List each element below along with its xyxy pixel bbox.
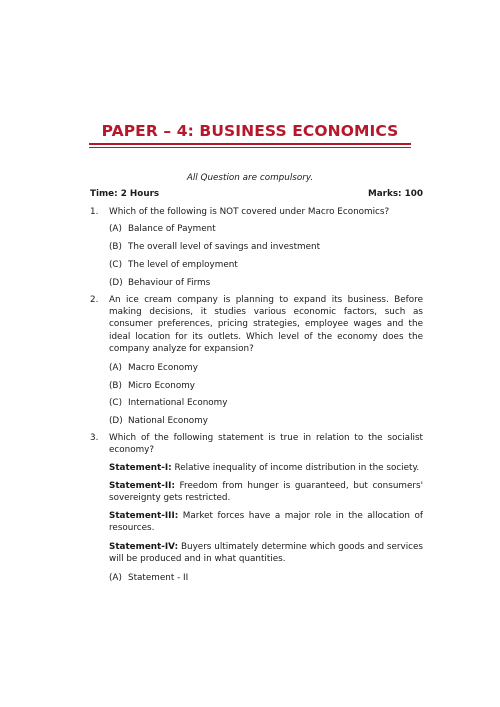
statement-text: Market forces have a major role in the allocation of resources. <box>109 511 423 534</box>
option-text: Balance of Payment <box>128 224 216 234</box>
question-number: 1. <box>90 207 99 217</box>
marks-label: Marks: 100 <box>367 189 423 199</box>
option-label: (B) <box>109 242 122 252</box>
question-text: An ice cream company is planning to expand its business. Before making decisions, it studies various economic factors, such as consumer preferences, pricing strategies, employee wages and the ideal location for its outlets. Which level of the economy does the company analyze for expansion? <box>109 295 423 354</box>
option-label: (A) <box>109 363 122 373</box>
question-text: Which of the following statement is true in relation to the socialist economy? <box>109 433 423 456</box>
option-label: (A) <box>109 224 122 234</box>
option-item <box>109 397 227 409</box>
question-number: 2. <box>90 295 99 305</box>
question-number: 3. <box>90 433 99 443</box>
option-label: (C) <box>109 398 123 408</box>
option-text: Behaviour of Firms <box>128 278 211 288</box>
time-label: Time: 2 Hours <box>90 189 160 199</box>
option-item <box>109 277 210 289</box>
option-text: The overall level of savings and investment <box>128 242 321 252</box>
option-text: Macro Economy <box>128 363 198 373</box>
statement-item <box>109 462 423 474</box>
question-text: Which of the following is NOT covered under Macro Economics? <box>109 207 390 217</box>
option-item <box>109 241 320 253</box>
option-label: (D) <box>109 416 123 426</box>
option-text: Statement - II <box>128 573 189 583</box>
option-item <box>109 223 216 235</box>
statement-item <box>109 510 423 534</box>
option-label: (A) <box>109 573 122 583</box>
statement-text: Buyers ultimately determine which goods and services will be produced and in what quantities. <box>109 542 423 565</box>
instruction-text: All Question are compulsory. <box>186 173 314 183</box>
title-rule-thin <box>89 147 411 148</box>
option-item <box>109 259 238 271</box>
option-label: (C) <box>109 260 123 270</box>
option-item <box>109 380 195 392</box>
option-item <box>109 572 188 584</box>
statement-label: Statement-II: <box>109 481 175 491</box>
option-text: National Economy <box>128 416 208 426</box>
statement-label: Statement-III: <box>109 511 179 521</box>
option-label: (B) <box>109 381 122 391</box>
statement-item <box>109 541 423 565</box>
statement-item <box>109 480 423 504</box>
statement-label: Statement-I: <box>109 463 172 473</box>
title-rule-thick <box>89 143 411 145</box>
option-text: Micro Economy <box>128 381 195 391</box>
option-text: The level of employment <box>128 260 238 270</box>
statement-text: Freedom from hunger is guaranteed, but consumers' sovereignty gets restricted. <box>109 481 423 504</box>
option-item <box>109 362 198 374</box>
option-item <box>109 415 208 427</box>
option-text: International Economy <box>128 398 228 408</box>
paper-title: PAPER – 4: BUSINESS ECONOMICS <box>101 122 399 140</box>
statement-label: Statement-IV: <box>109 542 179 552</box>
option-label: (D) <box>109 278 123 288</box>
statement-text: Relative inequality of income distribution in the society. <box>171 463 420 473</box>
